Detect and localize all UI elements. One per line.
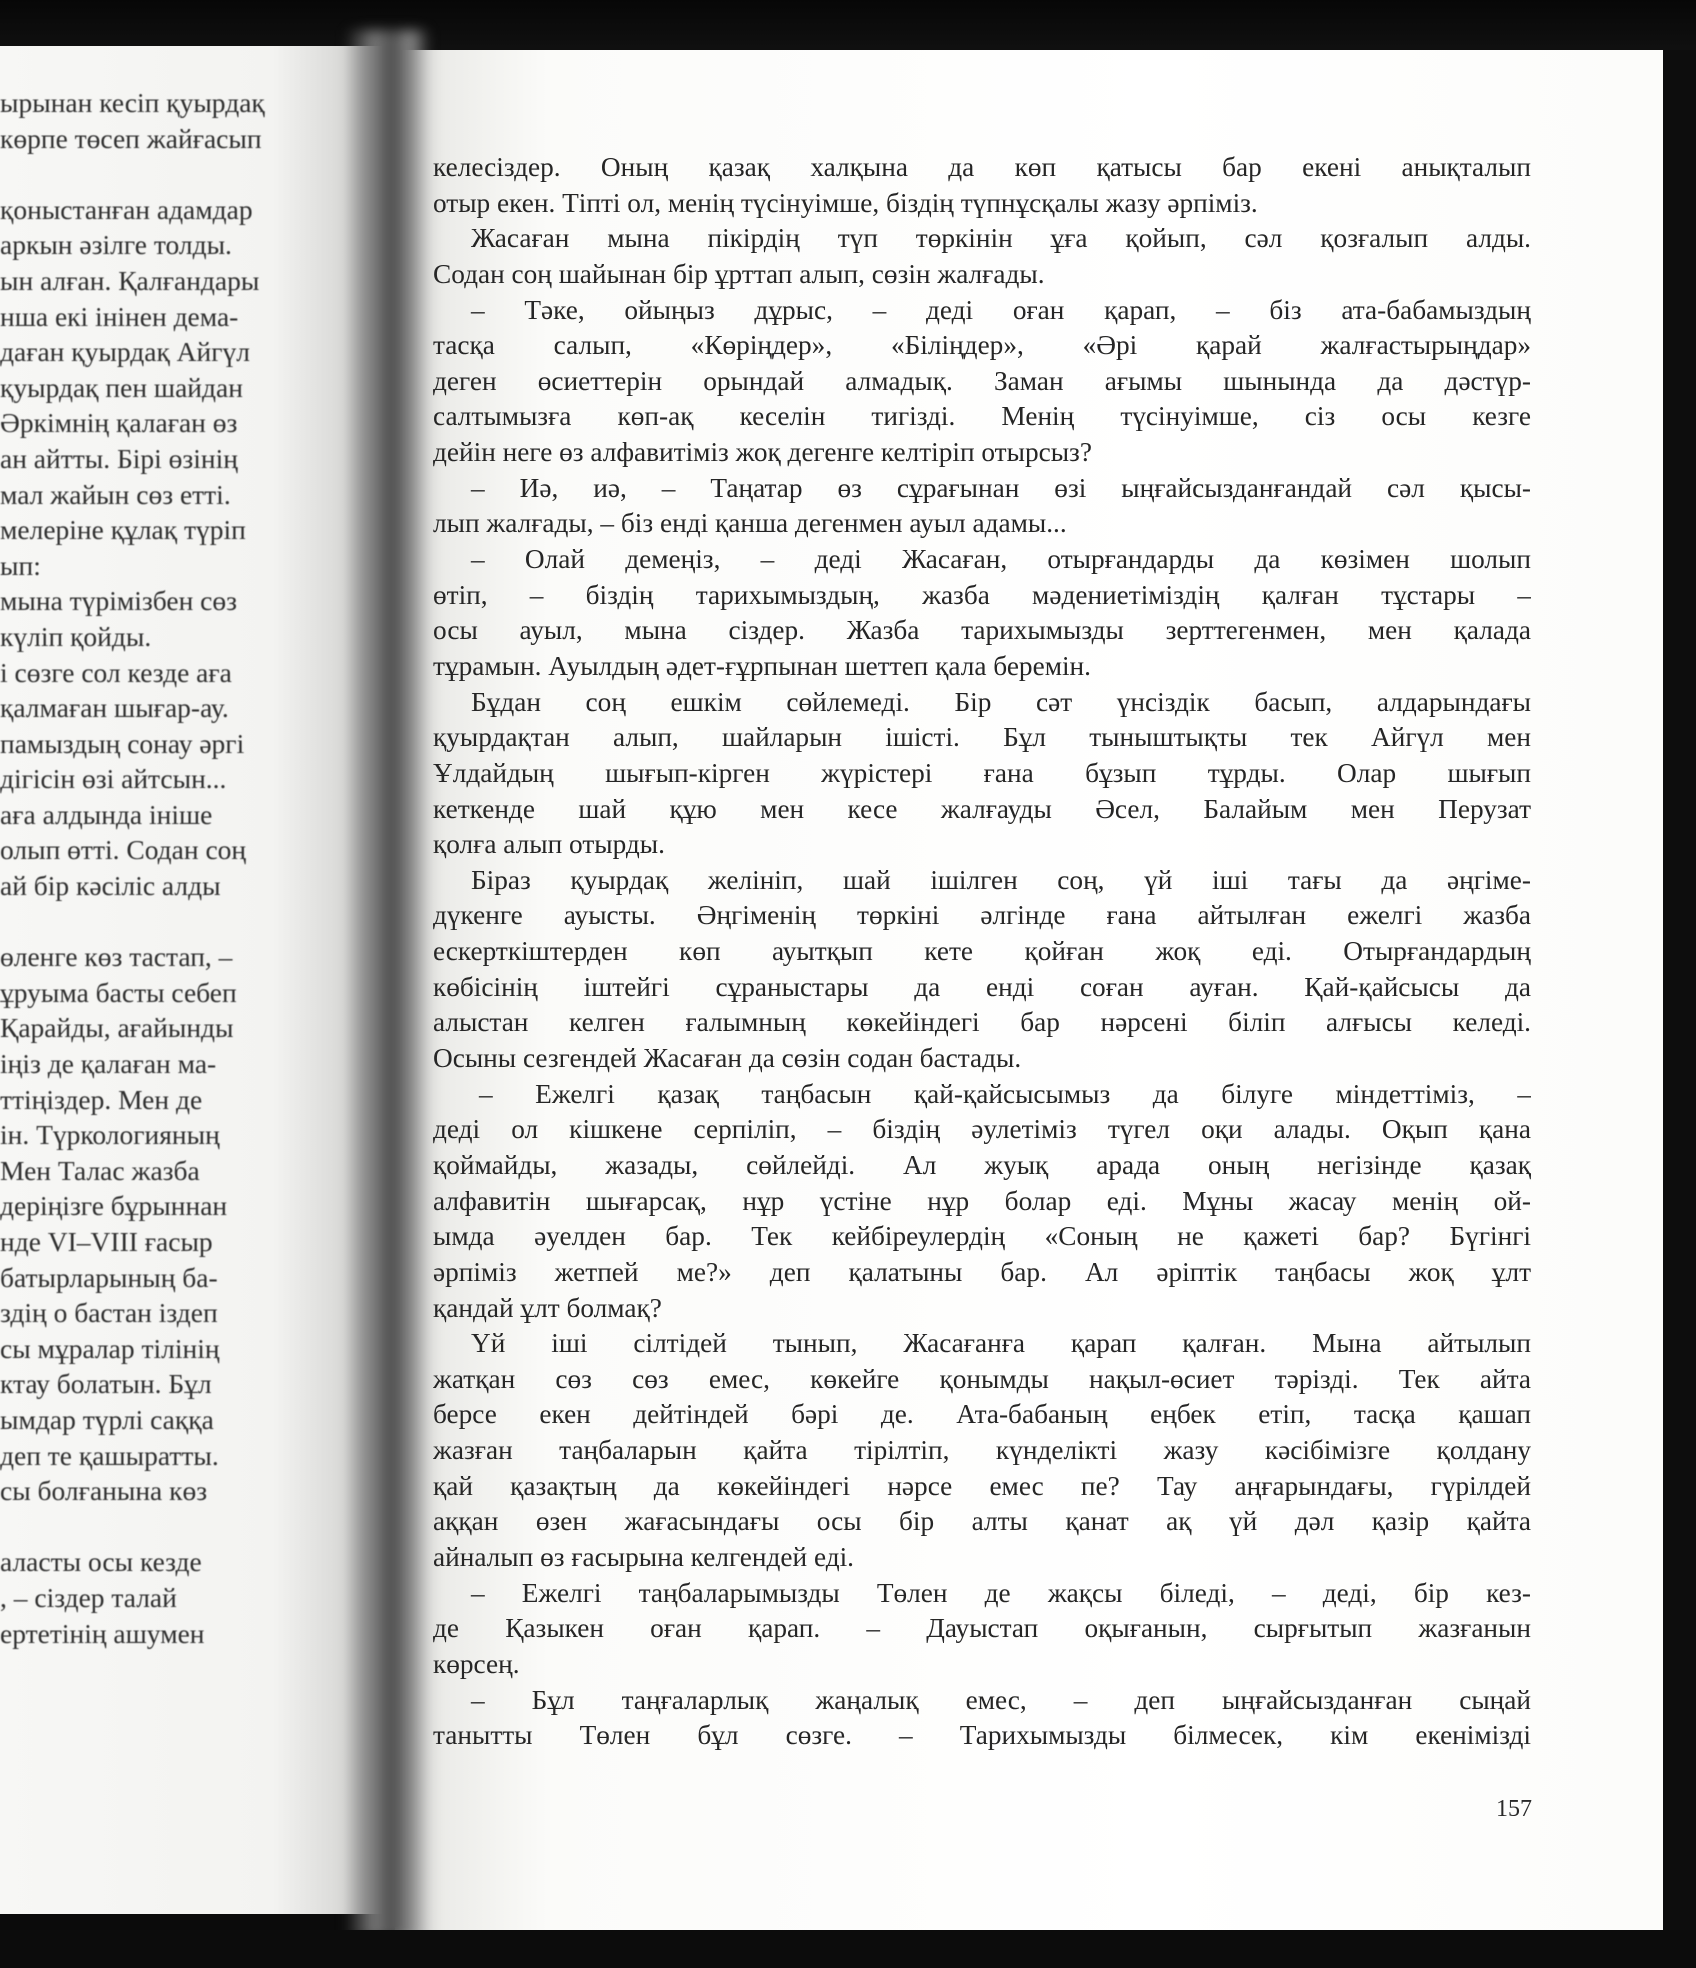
left-page-line: ып: xyxy=(0,549,41,581)
right-page-line: Ұлдайдың шығып-кірген жүрістері ғана бұзып тұрды. Олар шығып xyxy=(433,757,1531,788)
right-page-line: жазған таңбаларын қайта тірілтіп, күнделікті жазу кәсібімізге қолдану xyxy=(433,1435,1531,1466)
right-page-line: алыстан келген ғалымның көкейіндегі бар нәрсені біліп алғысы келеді. xyxy=(433,1007,1531,1038)
left-page-line: і сөзге сол кезде аға xyxy=(0,656,232,688)
right-page-line: көбісінің іштейгі сұраныстары да енді соған ауған. Қай-қайсысы да xyxy=(433,971,1531,1002)
right-page-line: – Ежелгі таңбаларымызды Төлен де жақсы біледі, – деді, бір кез- xyxy=(471,1577,1531,1608)
right-page-line: Бұдан соң ешкім сөйлемеді. Бір сәт үнсіздік басып, алдарындағы xyxy=(471,686,1531,717)
left-page-line xyxy=(0,156,345,192)
left-page-line: мына түрімізбен сөз xyxy=(0,585,237,617)
left-page-line: , – сіздер талай xyxy=(0,1581,177,1613)
right-page-line: тұрамын. Ауылдың әдет-ғұрпынан шеттеп қала беремін. xyxy=(433,650,1091,681)
right-page-line: берсе екен дейтіндей бәрі де. Ата-бабаның еңбек етіп, тасқа қашап xyxy=(433,1399,1531,1430)
left-page-line: аға алдында ініше xyxy=(0,798,213,830)
right-page-line: аққан өзен жағасындағы осы бір алты қанат ақ үй дәл қазір қайта xyxy=(433,1506,1531,1537)
left-page-line: нде VI–VIII ғасыр xyxy=(0,1226,213,1257)
right-page-line: қай қазақтың да көкейіндегі нәрсе емес пе? Тау аңғарындағы, гүрілдей xyxy=(433,1470,1531,1501)
left-page-line: деріңізге бұрыннан xyxy=(0,1190,228,1222)
left-page-line: олып өтті. Содан соң xyxy=(0,834,247,866)
right-page-line: қоймайды, жазады, сөйлейді. Ал жуық арада оның негізінде қазақ xyxy=(433,1149,1531,1180)
right-page-line: айналып өз ғасырына келгендей еді. xyxy=(433,1541,855,1572)
right-page-line: де Қазыкен оған қарап. – Дауыстап оқығанын, сырғытып жазғанын xyxy=(433,1613,1531,1644)
right-page-line: – Олай демеңіз, – деді Жасаған, отырғандарды да көзімен шолып xyxy=(471,544,1531,575)
right-page-line: келесіздер. Оның қазақ халқына да көп қатысы бар екені анықталып xyxy=(433,152,1531,182)
right-page-line: салтымызға көп-ақ кеселін тигізді. Менің түсінуімше, сіз осы кезге xyxy=(433,401,1531,432)
left-page-line: здің о бастан іздеп xyxy=(0,1297,218,1329)
right-page-line: отыр екен. Тіпті ол, менің түсінуімше, біздің түпнұсқалы жазу әрпіміз. xyxy=(433,187,1258,218)
right-page-line: қандай ұлт болмақ? xyxy=(433,1292,662,1323)
left-page-line: сы мұралар тілінің xyxy=(0,1332,220,1364)
left-page-line: қалмаған шығар-ау. xyxy=(0,692,229,724)
left-page-line: Мен Талас жазба xyxy=(0,1154,200,1186)
left-page-line: іңіз де қалаған ма- xyxy=(0,1048,217,1080)
scanner-right-border xyxy=(1663,50,1696,1968)
right-page-line: – Тәке, ойыңыз дұрыс, – деді оған қарап, – біз ата-бабамыздың xyxy=(471,294,1531,325)
left-page-line: даған қуырдақ Айгүл xyxy=(0,336,251,368)
right-page-line: – Иә, иә, – Таңатар өз сұрағынан өзі ыңғайсызданғандай сәл қысы- xyxy=(471,472,1531,503)
right-page-line: лып жалғады, – біз енді қанша дегенмен ауыл адамы... xyxy=(433,508,1067,539)
right-page-line: Осыны сезгендей Жасаған да сөзін содан бастады. xyxy=(433,1043,1022,1074)
right-page-line: дүкенге ауысты. Әңгіменің төркіні әлгінде ғана айтылған ежелгі жазба xyxy=(433,900,1531,931)
left-page-line: ттіңіздер. Мен де xyxy=(0,1083,203,1115)
left-page-line: памыздың сонау әргі xyxy=(0,727,245,759)
left-page-line: мелеріне құлақ түріп xyxy=(0,514,246,546)
left-page-line: қуырдақ пен шайдан xyxy=(0,371,243,403)
left-page-line: ай бір кәсіліс алды xyxy=(0,870,221,902)
right-page-line: ымда әуелден бар. Тек кейбіреулердің «Соның не қажеті бар? Бүгінгі xyxy=(433,1221,1531,1252)
right-page-line: тасқа салып, «Көріңдер», «Біліңдер», «Әрі қарай жалғастырыңдар» xyxy=(433,330,1531,361)
page-number: 157 xyxy=(1496,1796,1532,1822)
left-page-line: сы болғанына көз xyxy=(0,1475,208,1507)
right-page-line: осы ауыл, мына сіздер. Жазба тарихымызды зерттегенмен, мен қалада xyxy=(433,615,1531,646)
right-page-line: Содан соң шайынан бір ұрттап алып, сөзін жалғады. xyxy=(433,258,1045,289)
left-page-line: қоныстанған адамдар xyxy=(0,193,253,225)
scanner-bottom-border xyxy=(0,1930,1696,1968)
right-page-text xyxy=(433,150,1531,1754)
left-page-line: аласты осы кезде xyxy=(0,1546,202,1578)
right-page-line: жатқан сөз сөз емес, көкейге қонымды нақыл-өсиет тәрізді. Тек айта xyxy=(433,1363,1531,1394)
left-page-line: дігісін өзі айтсын... xyxy=(0,763,227,795)
left-page-line: деп те қашыратты. xyxy=(0,1439,219,1471)
left-page-line: аркын әзілге толды. xyxy=(0,229,232,261)
right-page-line: ескерткіштерден көп ауытқып кете қойған жоқ еді. Отырғандардың xyxy=(433,936,1531,967)
left-page-line: күліп қойды. xyxy=(0,620,152,652)
right-page-line: дейін неге өз алфавитіміз жоқ дегенге келтіріп отырсыз? xyxy=(433,437,1092,468)
left-page-line: Қарайды, ағайынды xyxy=(0,1012,234,1044)
right-page-line: деген өсиеттерін орындай алмадық. Заман ағымы шынында да дәстүр- xyxy=(433,365,1531,396)
left-page-line: нша екі інінен дема- xyxy=(0,300,239,332)
left-page-line: ін. Түркологияның xyxy=(0,1119,220,1151)
right-page-line: – Ежелгі қазақ таңбасын қай-қайсысымыз да білуге міндеттіміз, – xyxy=(479,1078,1531,1109)
left-page-line: ын алған. Қалғандары xyxy=(0,264,260,296)
left-page-line: батырларының ба- xyxy=(0,1261,218,1293)
left-page-line xyxy=(0,1509,345,1545)
right-page-line: Үй іші сілтідей тынып, Жасағанға қарап қалған. Мына айтылып xyxy=(471,1328,1531,1359)
left-page-line: ктау болатын. Бұл xyxy=(0,1368,212,1400)
right-page-line: танытты Төлен бұл сөзге. – Тарихымызды білмесек, кім екенімізді xyxy=(433,1720,1531,1751)
left-page-line xyxy=(0,904,345,940)
left-page-line: ырынан кесіп қуырдақ xyxy=(0,87,265,118)
right-page-line: – Бұл таңғаларлық жаңалық емес, – деп ыңғайсызданған сыңай xyxy=(471,1684,1531,1715)
left-page-text xyxy=(0,85,345,1651)
right-page-line: қуырдақтан алып, шайларын ішісті. Бұл тыныштықты тек Айгүл мен xyxy=(433,722,1531,753)
right-page-line: алфавитін шығарсақ, нұр үстіне нұр болар еді. Мұны жасау менің ой- xyxy=(433,1185,1531,1216)
right-page-line: Біраз қуырдақ желініп, шай ішілген соң, үй іші тағы да әңгіме- xyxy=(471,864,1531,895)
left-page-line: ымдар түрлі саққа xyxy=(0,1403,214,1435)
right-page-line: көрсең. xyxy=(433,1648,520,1679)
right-page-line: қолға алып отырды. xyxy=(433,829,665,860)
left-page-line: ертетінің ашумен xyxy=(0,1617,205,1649)
left-page-line: Әркімнің қалаған өз xyxy=(0,407,238,439)
left-page-line: мал жайын сөз етті. xyxy=(0,478,231,510)
left-page-line: ұруыма басты себеп xyxy=(0,976,237,1008)
right-page-line: әрпіміз жетпей ме?» деп қалатыны бар. Ал әріптік таңбасы жоқ ұлт xyxy=(433,1256,1531,1287)
left-page-line: өленге көз тастап, – xyxy=(0,941,233,973)
left-page-line: көрпе төсеп жайғасып xyxy=(0,122,262,154)
right-page-line: деді ол кішкене серпіліп, – біздің әулетіміз түгел оқи алады. Оқып қана xyxy=(433,1114,1531,1145)
left-page-line: ан айтты. Бірі өзінің xyxy=(0,442,239,474)
right-page-line: өтіп, – біздің тарихымыздың, жазба мәдениетіміздің қалған тұстары – xyxy=(433,579,1531,610)
book-gutter-shadow xyxy=(345,30,430,1940)
right-page-line: кеткенде шай құю мен кесе жалғауды Әсел, Балайым мен Перузат xyxy=(433,793,1531,824)
right-page-line: Жасаған мына пікірдің түп төркінін ұға қойып, сәл қозғалып алды. xyxy=(471,223,1531,254)
